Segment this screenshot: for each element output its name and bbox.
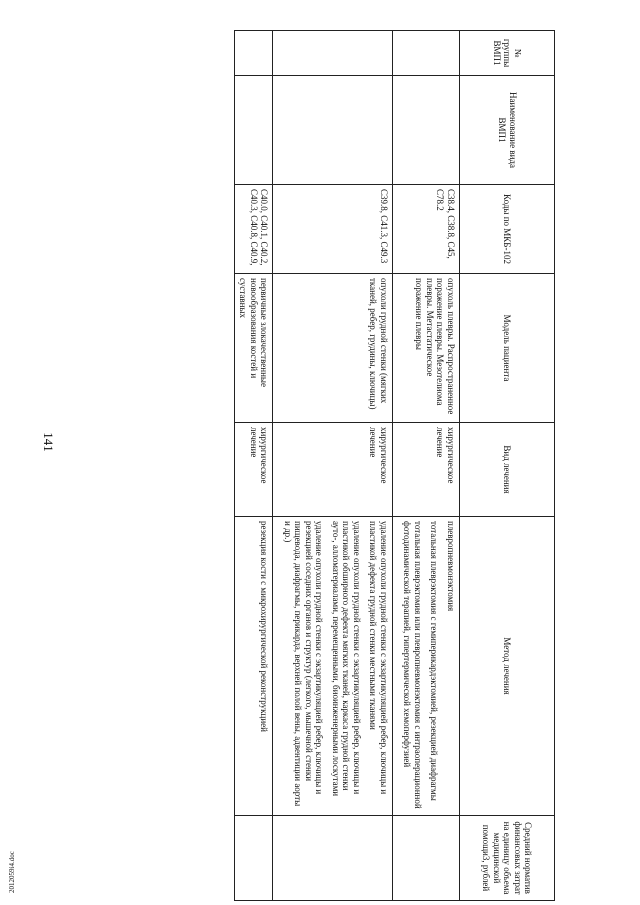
cell-method <box>392 517 459 816</box>
header-method: Метод лечения <box>460 517 555 816</box>
rotated-table-container <box>75 30 555 895</box>
table-header-row <box>460 31 555 901</box>
page-number: 141 <box>40 432 56 452</box>
cell-group <box>273 31 393 76</box>
table-row <box>392 31 459 901</box>
cell-model: опухоль плевры. Распространенное поражение плевры. Мезотелиома плевры. Метастатическое поражение плевры <box>392 274 459 423</box>
cell-name <box>273 76 393 185</box>
header-cost: Средний норматив финансовых затрат на единицу объема медицинской помощи3, рублей <box>460 816 555 901</box>
cell-method <box>273 517 393 816</box>
cell-model: первичные злокачественные новообразования костей и суставных <box>234 274 273 423</box>
cell-codes: С39.8, С41.3, С49.3 <box>273 185 393 274</box>
method-item: удаление опухоли грудной стенки с экзартикуляцией ребер, ключицы и резекцией соседних органов и структур (легкого, мышечной стенки пищевода, диафрагмы, перикарда, верхней полой вены, адвентиции аорты и др.) <box>282 521 325 807</box>
cell-group <box>234 31 273 76</box>
header-group: № группы ВМП1 <box>460 31 555 76</box>
method-item: удаление опухоли грудной стенки с экзартикуляцией ребер, ключицы и пластикой дефекта грудной стенки местными тканями <box>368 521 389 795</box>
cell-group <box>392 31 459 76</box>
document-filename: 2012059i4.doc <box>8 851 16 893</box>
cell-name <box>392 76 459 185</box>
cell-name <box>234 76 273 185</box>
method-item: удаление опухоли грудной стенки с экзартикуляцией ребер, ключицы и пластикой обширного дефекта мягких тканей, каркаса грудной стенки ауто-, алломатериалами, перемещенными, биоинженерными лоскутами <box>330 521 362 797</box>
cell-treatment-type: хирургическое лечение <box>392 423 459 517</box>
method-item: тотальная плеврэктомия или плевропневмонэктомия с интраоперационной фотодинамической терапией, гипертермической хемоперфузией <box>402 521 423 809</box>
table-row <box>234 31 273 901</box>
cell-model: опухоли грудной стенки (мягких тканей, ребер, грудины, ключицы) <box>273 274 393 423</box>
cell-method <box>234 517 273 816</box>
cell-cost <box>273 816 393 901</box>
header-name: Наименование вида ВМП1 <box>460 76 555 185</box>
cell-codes: С38.4, С38.8, С45, С78.2 <box>392 185 459 274</box>
cell-codes: С40.0, С40.1, С40.2, С40.3, С40.8, С40.9, <box>234 185 273 274</box>
cell-cost <box>392 816 459 901</box>
table-row <box>273 31 393 901</box>
method-item: плевропневмонэктомия <box>446 521 456 612</box>
header-codes: Коды по МКБ-102 <box>460 185 555 274</box>
vmp-table <box>234 30 555 901</box>
header-model: Модель пациента <box>460 274 555 423</box>
method-item: резекция кости с микрохирургической реконструкцией <box>259 521 270 732</box>
cell-treatment-type: хирургическое лечение <box>234 423 273 517</box>
cell-treatment-type: хирургическое лечение <box>273 423 393 517</box>
cell-cost <box>234 816 273 901</box>
method-item: тотальная плеврэктомия с гемиперикардэктомией, резекцией диафрагмы <box>429 521 440 801</box>
header-treatment-type: Вид лечения <box>460 423 555 517</box>
